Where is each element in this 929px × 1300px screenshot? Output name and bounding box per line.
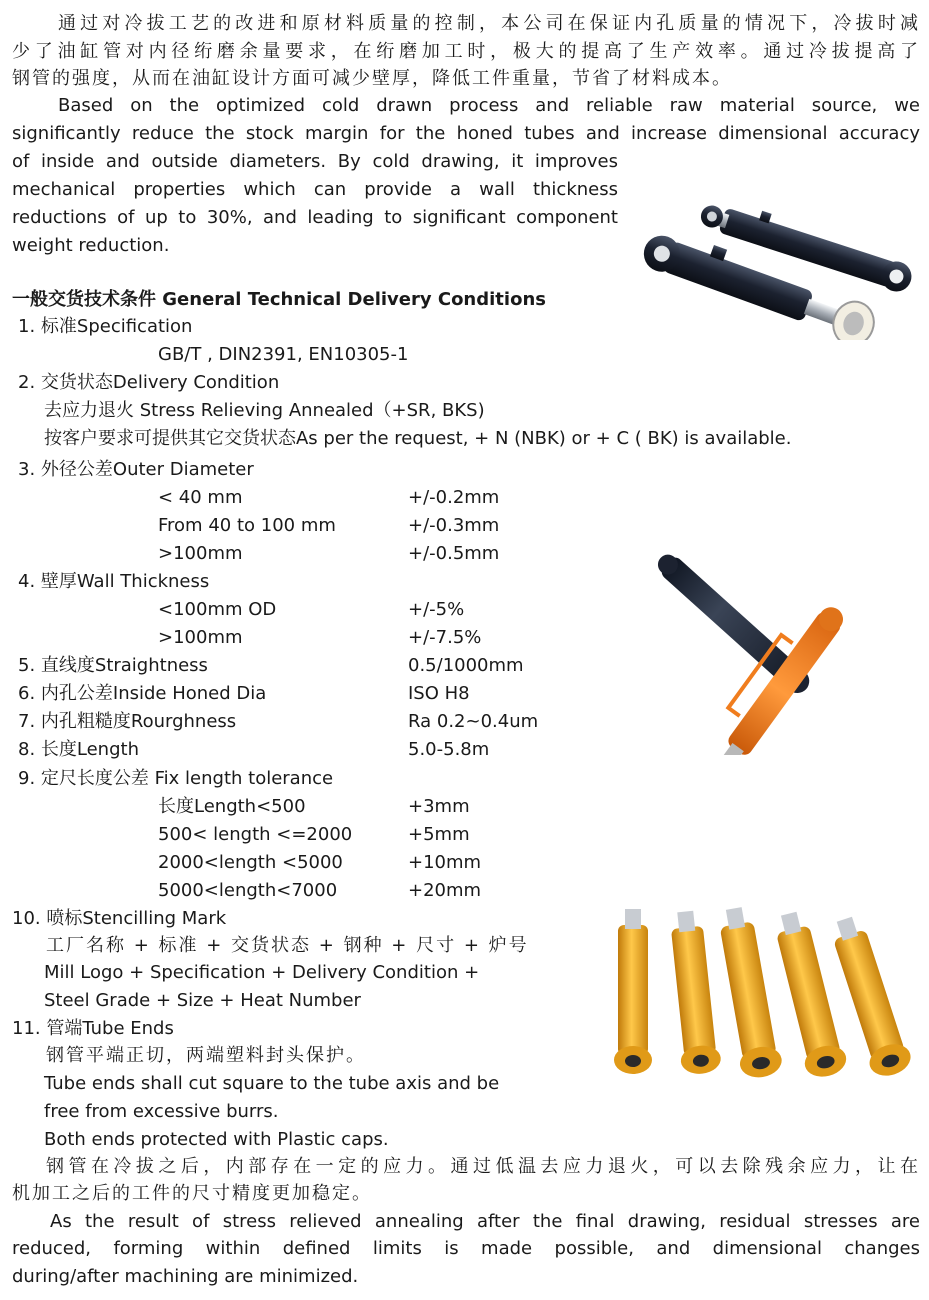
- stencil-en-1: Mill Logo + Specification + Delivery Condition +: [44, 962, 480, 983]
- intro-en-line-5: reductions of up to 30%, and leading to significant component: [12, 207, 618, 228]
- straightness-value: 0.5/1000mm: [408, 655, 524, 676]
- intro-cn-line-1: 通过对冷拔工艺的改进和原材料质量的控制，本公司在保证内孔质量的情况下，冷拔时减: [58, 13, 920, 34]
- od-range-2: From 40 to 100 mm: [158, 515, 336, 536]
- fl-tol-2: +5mm: [408, 824, 470, 845]
- inside-dia-label: 6. 内孔公差Inside Honed Dia: [18, 683, 267, 704]
- od-tol-1: +/-0.2mm: [408, 487, 500, 508]
- od-tol-3: +/-0.5mm: [408, 543, 500, 564]
- inside-dia-value: ISO H8: [408, 683, 470, 704]
- spec-value: GB/T , DIN2391, EN10305-1: [158, 344, 409, 365]
- delivery-line-1: 去应力退火 Stress Relieving Annealed（+SR, BKS): [44, 400, 485, 421]
- fl-range-4: 5000<length<7000: [158, 880, 338, 901]
- intro-en-line-2: significantly reduce the stock margin for the honed tubes and increase dimensional accuracy: [12, 123, 920, 144]
- tube-ends-en-1: Tube ends shall cut square to the tube axis and be: [44, 1073, 500, 1094]
- fl-tol-3: +10mm: [408, 852, 482, 873]
- fix-length-heading: 9. 定尺长度公差 Fix length tolerance: [18, 768, 334, 789]
- length-value: 5.0-5.8m: [408, 739, 490, 760]
- closing-cn-line-1: 钢管在冷拔之后，内部存在一定的应力。通过低温去应力退火，可以去除残余应力，让在: [46, 1156, 920, 1177]
- fl-tol-1: +3mm: [408, 796, 470, 817]
- section-title: 一般交货技术条件 General Technical Delivery Conditions: [12, 289, 546, 310]
- straightness-label: 5. 直线度Straightness: [18, 655, 208, 676]
- wt-range-2: >100mm: [158, 627, 243, 648]
- wt-tol-1: +/-5%: [408, 599, 465, 620]
- spec-heading: 1. 标准Specification: [18, 316, 193, 337]
- fl-range-2: 500< length <=2000: [158, 824, 353, 845]
- intro-en-line-4: mechanical properties which can provide a wall thickness: [12, 179, 618, 200]
- stencil-heading: 10. 喷标Stencilling Mark: [12, 908, 227, 929]
- intro-en-line-1: Based on the optimized cold drawn process and reliable raw material source, we: [58, 95, 920, 116]
- closing-en-line-2: reduced, forming within defined limits is made possible, and dimensional changes: [12, 1238, 920, 1259]
- fl-tol-4: +20mm: [408, 880, 482, 901]
- tube-ends-en-3: Both ends protected with Plastic caps.: [44, 1129, 389, 1150]
- intro-en-line-6: weight reduction.: [12, 235, 170, 256]
- wt-tol-2: +/-7.5%: [408, 627, 482, 648]
- roughness-value: Ra 0.2~0.4um: [408, 711, 539, 732]
- fl-range-3: 2000<length <5000: [158, 852, 343, 873]
- tube-ends-heading: 11. 管端Tube Ends: [12, 1018, 174, 1039]
- stencil-cn: 工厂名称 + 标准 + 交货状态 + 钢种 + 尺寸 + 炉号: [46, 935, 529, 956]
- tube-ends-cn: 钢管平端正切，两端塑料封头保护。: [46, 1045, 366, 1066]
- od-tol-2: +/-0.3mm: [408, 515, 500, 536]
- yellow-cylinders-image: [610, 905, 915, 1085]
- wt-range-1: <100mm OD: [158, 599, 277, 620]
- closing-cn-line-2: 机加工之后的工件的尺寸精度更加稳定。: [12, 1183, 372, 1204]
- closing-en-line-3: during/after machining are minimized.: [12, 1266, 359, 1287]
- delivery-heading: 2. 交货状态Delivery Condition: [18, 372, 280, 393]
- stencil-en-2: Steel Grade + Size + Heat Number: [44, 990, 361, 1011]
- wall-thickness-heading: 4. 壁厚Wall Thickness: [18, 571, 210, 592]
- dark-cylinders-image: [632, 195, 922, 340]
- closing-en-line-1: As the result of stress relieved annealing after the final drawing, residual stresses are: [50, 1211, 920, 1232]
- od-range-1: < 40 mm: [158, 487, 243, 508]
- roughness-label: 7. 内孔粗糙度Rourghness: [18, 711, 237, 732]
- dark-orange-cylinders-image: [652, 545, 862, 755]
- outer-diameter-heading: 3. 外径公差Outer Diameter: [18, 459, 254, 480]
- intro-cn-line-2: 少了油缸管对内径绗磨余量要求，在绗磨加工时，极大的提高了生产效率。通过冷拔提高了: [12, 41, 920, 62]
- delivery-line-2: 按客户要求可提供其它交货状态As per the request, + N (NBK) or + C ( BK) is available.: [44, 428, 792, 449]
- intro-cn-line-3: 钢管的强度，从而在油缸设计方面可减少壁厚，降低工件重量，节省了材料成本。: [12, 68, 732, 89]
- fl-range-1: 长度Length<500: [158, 796, 306, 817]
- intro-en-line-3: of inside and outside diameters. By cold drawing, it improves: [12, 151, 618, 172]
- length-label: 8. 长度Length: [18, 739, 139, 760]
- tube-ends-en-2: free from excessive burrs.: [44, 1101, 279, 1122]
- od-range-3: >100mm: [158, 543, 243, 564]
